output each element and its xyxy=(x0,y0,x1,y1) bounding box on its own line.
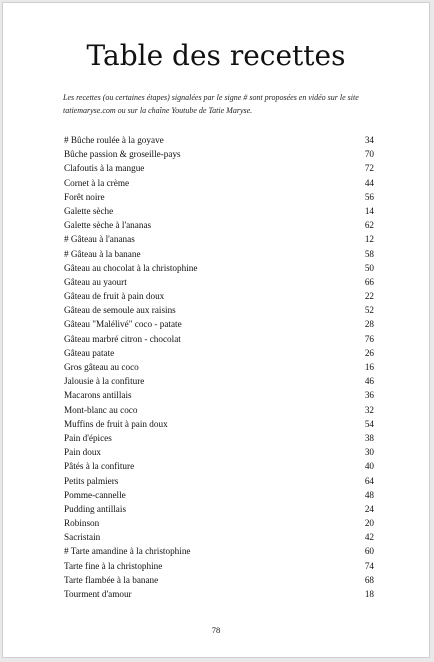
page-number: 78 xyxy=(211,625,221,635)
recipe-index-list xyxy=(64,133,374,601)
recipe-name: Forêt noire xyxy=(64,191,105,202)
recipe-page-number: 44 xyxy=(364,177,374,188)
recipe-page-number: 40 xyxy=(364,461,374,472)
recipe-name: Jalousie à la confiture xyxy=(64,376,145,387)
recipe-name: Cornet à la crème xyxy=(64,177,130,188)
list-item xyxy=(64,317,374,331)
recipe-name: Gâteau au chocolat à la christophine xyxy=(64,262,198,273)
recipe-name: Gâteau de fruit à pain doux xyxy=(64,291,165,302)
recipe-page-number: 36 xyxy=(364,390,374,401)
list-item xyxy=(64,488,374,502)
recipe-name: Galette sèche xyxy=(64,205,114,216)
recipe-name: Gâteau de semoule aux raisins xyxy=(64,305,176,316)
recipe-page-number: 48 xyxy=(364,489,374,500)
list-item xyxy=(64,218,374,232)
list-item xyxy=(64,289,374,303)
recipe-page-number: 76 xyxy=(364,333,374,344)
recipe-name: Gros gâteau au coco xyxy=(64,362,139,372)
list-item xyxy=(64,161,374,175)
recipe-name: Gâteau "Malélivé" coco - patate xyxy=(64,319,182,330)
list-item xyxy=(64,417,374,431)
recipe-page-number: 56 xyxy=(364,191,374,202)
list-item xyxy=(64,232,374,246)
recipe-page-number: 28 xyxy=(364,319,374,330)
recipe-page-number: 70 xyxy=(364,149,374,160)
recipe-name: Macarons antillais xyxy=(64,390,132,401)
recipe-name: Mont-blanc au coco xyxy=(64,404,138,415)
recipe-name: Pâtés à la confiture xyxy=(64,461,135,472)
list-item xyxy=(64,431,374,445)
list-item xyxy=(64,176,374,190)
list-item xyxy=(64,388,374,402)
recipe-page-number: 38 xyxy=(364,432,374,443)
list-item xyxy=(64,275,374,289)
recipe-name: # Tarte amandine à la christophine xyxy=(64,546,191,557)
recipe-page-number: 52 xyxy=(364,305,374,316)
list-item xyxy=(64,544,374,558)
recipe-name: Clafoutis à la mangue xyxy=(64,163,145,174)
list-item xyxy=(64,502,374,516)
list-item xyxy=(64,459,374,473)
recipe-name: Tarte flambée à la banane xyxy=(64,574,159,585)
recipe-page-number: 46 xyxy=(364,376,374,387)
document-page xyxy=(2,2,430,658)
recipe-page-number: 26 xyxy=(364,347,374,358)
list-item xyxy=(64,303,374,317)
recipe-name: Tarte fine à la christophine xyxy=(64,560,163,571)
list-item xyxy=(64,247,374,261)
list-item xyxy=(64,346,374,360)
list-item xyxy=(64,261,374,275)
recipe-name: # Gâteau à l'ananas xyxy=(64,234,135,245)
recipe-page-number: 54 xyxy=(364,418,374,429)
list-item xyxy=(64,360,374,374)
recipe-page-number: 68 xyxy=(364,574,374,585)
list-item xyxy=(64,559,374,573)
list-item xyxy=(64,516,374,530)
recipe-name: Pain doux xyxy=(64,447,102,458)
recipe-name: Petits palmiers xyxy=(64,475,119,486)
list-item xyxy=(64,190,374,204)
recipe-page-number: 72 xyxy=(364,163,374,174)
list-item xyxy=(64,133,374,147)
list-item xyxy=(64,530,374,544)
recipe-name: Tourment d'amour xyxy=(64,589,132,599)
recipe-page-number: 58 xyxy=(364,248,374,259)
recipe-page-number: 30 xyxy=(364,447,374,458)
recipe-page-number: 60 xyxy=(364,546,374,557)
recipe-page-number: 20 xyxy=(364,518,374,529)
recipe-name: Gâteau patate xyxy=(64,347,115,358)
list-item xyxy=(64,374,374,388)
list-item xyxy=(64,403,374,417)
list-item xyxy=(64,332,374,346)
recipe-page-number: 14 xyxy=(364,205,374,216)
recipe-name: Pomme-cannelle xyxy=(64,489,126,500)
recipe-page-number: 22 xyxy=(364,291,374,302)
recipe-name: # Gâteau à la banane xyxy=(64,248,141,259)
recipe-page-number: 50 xyxy=(364,262,374,273)
list-item xyxy=(64,587,374,601)
recipe-name: Bûche passion & groseille-pays xyxy=(64,149,181,160)
recipe-page-number: 34 xyxy=(364,135,374,145)
list-item xyxy=(64,474,374,488)
list-item xyxy=(64,573,374,587)
recipe-page-number: 32 xyxy=(364,404,374,415)
list-item xyxy=(64,204,374,218)
page-title: Table des recettes xyxy=(86,39,346,72)
recipe-page-number: 18 xyxy=(364,589,374,599)
recipe-name: Gâteau marbré citron - chocolat xyxy=(64,333,181,344)
recipe-name: Galette sèche à l'ananas xyxy=(64,220,152,231)
recipe-page-number: 12 xyxy=(364,234,374,245)
recipe-name: Robinson xyxy=(64,518,100,529)
recipe-name: Muffins de fruit à pain doux xyxy=(64,418,168,429)
list-item xyxy=(64,147,374,161)
recipe-page-number: 16 xyxy=(364,362,374,372)
recipe-page-number: 62 xyxy=(364,220,374,231)
recipe-name: Pain d'épices xyxy=(64,432,112,443)
recipe-name: # Bûche roulée à la goyave xyxy=(64,135,164,145)
recipe-name: Gâteau au yaourt xyxy=(64,276,127,287)
recipe-page-number: 74 xyxy=(364,560,374,571)
recipe-page-number: 66 xyxy=(364,276,374,287)
list-item xyxy=(64,445,374,459)
recipe-page-number: 64 xyxy=(364,475,374,486)
recipe-name: Sacristain xyxy=(64,532,101,543)
recipe-page-number: 42 xyxy=(364,532,374,543)
intro-note: Les recettes (ou certaines étapes) signalées par le signe # sont proposées en vidéo sur le site tatiemaryse.com ou sur la chaîne Youtube de Tatie Maryse. xyxy=(63,93,359,115)
recipe-name: Pudding antillais xyxy=(64,503,127,514)
recipe-page-number: 24 xyxy=(364,503,374,514)
